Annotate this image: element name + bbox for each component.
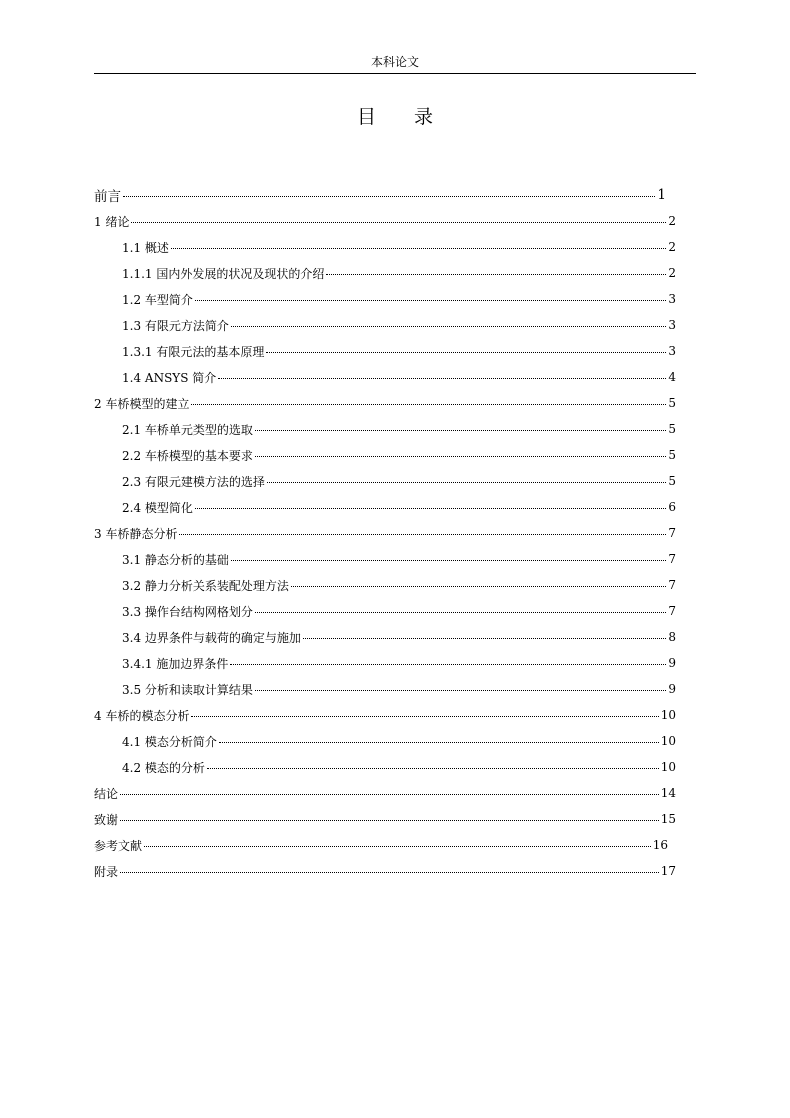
toc-entry-label: 参考文献 (94, 838, 143, 853)
toc-entry-4-1[interactable] (94, 728, 696, 754)
toc-entry-label: 结论 (94, 786, 119, 801)
toc-dot-leader (255, 430, 666, 431)
toc-entry-label: 2.4 模型简化 (122, 500, 193, 515)
toc-dot-leader (191, 404, 666, 405)
toc-entry-page: 7 (668, 526, 676, 540)
toc-entry-label: 1.4 ANSYS 简介 (122, 370, 217, 385)
toc-entry-page: 5 (668, 422, 676, 436)
toc-dot-leader (255, 690, 666, 691)
table-of-contents (94, 182, 696, 884)
toc-entry-3-4[interactable] (94, 624, 696, 650)
toc-entry-chapter-3[interactable] (94, 520, 696, 546)
toc-entry-appendix[interactable] (94, 858, 696, 884)
toc-entry-1-2[interactable] (94, 286, 696, 312)
toc-entry-page: 16 (652, 838, 668, 852)
toc-entry-label: 3 车桥静态分析 (94, 526, 178, 541)
toc-entry-1-1[interactable] (94, 234, 696, 260)
toc-entry-1-3-1[interactable] (94, 338, 696, 364)
toc-entry-label: 2.3 有限元建模方法的选择 (122, 474, 265, 489)
toc-dot-leader (131, 222, 666, 223)
toc-entry-2-2[interactable] (94, 442, 696, 468)
toc-entry-preface[interactable] (94, 182, 696, 208)
toc-entry-page: 9 (668, 656, 676, 670)
toc-entry-label: 4 车桥的模态分析 (94, 708, 190, 723)
toc-dot-leader (207, 768, 659, 769)
toc-entry-1-1-1[interactable] (94, 260, 696, 286)
toc-dot-leader (231, 560, 666, 561)
toc-entry-2-1[interactable] (94, 416, 696, 442)
toc-entry-page: 5 (668, 396, 676, 410)
toc-entry-label: 2.2 车桥模型的基本要求 (122, 448, 253, 463)
toc-entry-page: 3 (668, 318, 676, 332)
toc-entry-3-3[interactable] (94, 598, 696, 624)
toc-entry-page: 8 (668, 630, 676, 644)
toc-dot-leader (179, 534, 666, 535)
toc-entry-chapter-1[interactable] (94, 208, 696, 234)
toc-entry-label: 1.1.1 国内外发展的状况及现状的介绍 (122, 266, 325, 281)
toc-dot-leader (171, 248, 666, 249)
toc-entry-page: 3 (668, 344, 676, 358)
toc-dot-leader (231, 326, 666, 327)
toc-entry-3-1[interactable] (94, 546, 696, 572)
toc-entry-3-5[interactable] (94, 676, 696, 702)
toc-entry-1-4[interactable] (94, 364, 696, 390)
page-header: 本科论文 (370, 55, 419, 69)
toc-entry-label: 致谢 (94, 812, 119, 827)
toc-entry-label: 1.3 有限元方法简介 (122, 318, 229, 333)
toc-dot-leader (195, 300, 666, 301)
toc-entry-label: 3.5 分析和读取计算结果 (122, 682, 253, 697)
toc-dot-leader (123, 196, 655, 197)
toc-entry-page: 5 (668, 448, 676, 462)
toc-entry-acknowledgements[interactable] (94, 806, 696, 832)
toc-dot-leader (120, 820, 659, 821)
toc-entry-chapter-2[interactable] (94, 390, 696, 416)
toc-entry-page: 17 (660, 864, 676, 878)
header-rule (94, 73, 696, 74)
toc-dot-leader (230, 664, 666, 665)
toc-entry-page: 7 (668, 604, 676, 618)
toc-entry-page: 7 (668, 552, 676, 566)
toc-dot-leader (266, 352, 666, 353)
toc-entry-page: 7 (668, 578, 676, 592)
toc-entry-page: 4 (668, 370, 676, 384)
toc-entry-references[interactable] (94, 832, 696, 858)
toc-entry-label: 前言 (94, 189, 121, 205)
toc-entry-page: 10 (660, 734, 676, 748)
toc-dot-leader (291, 586, 666, 587)
toc-entry-label: 4.1 模态分析简介 (122, 734, 217, 749)
toc-dot-leader (144, 846, 651, 847)
toc-entry-page: 6 (668, 500, 676, 514)
toc-entry-label: 3.4.1 施加边界条件 (122, 656, 229, 671)
toc-entry-label: 3.4 边界条件与载荷的确定与施加 (122, 630, 301, 645)
toc-entry-page: 9 (668, 682, 676, 696)
toc-entry-page: 14 (660, 786, 676, 800)
toc-entry-3-4-1[interactable] (94, 650, 696, 676)
toc-entry-page: 1 (657, 187, 666, 203)
toc-entry-label: 2.1 车桥单元类型的选取 (122, 422, 253, 437)
toc-dot-leader (191, 716, 658, 717)
toc-entry-page: 10 (660, 760, 676, 774)
toc-entry-label: 3.2 静力分析关系装配处理方法 (122, 578, 289, 593)
toc-entry-label: 2 车桥模型的建立 (94, 396, 190, 411)
toc-entry-label: 4.2 模态的分析 (122, 760, 205, 775)
toc-entry-label: 3.1 静态分析的基础 (122, 552, 229, 567)
toc-entry-page: 2 (668, 240, 676, 254)
toc-entry-2-4[interactable] (94, 494, 696, 520)
toc-dot-leader (303, 638, 666, 639)
toc-dot-leader (120, 872, 659, 873)
toc-entry-label: 附录 (94, 864, 119, 879)
toc-dot-leader (219, 742, 659, 743)
toc-entry-page: 15 (660, 812, 676, 826)
toc-dot-leader (255, 456, 666, 457)
toc-dot-leader (255, 612, 666, 613)
toc-entry-4-2[interactable] (94, 754, 696, 780)
toc-entry-page: 10 (660, 708, 676, 722)
toc-entry-label: 1.1 概述 (122, 240, 169, 255)
toc-entry-label: 1.3.1 有限元法的基本原理 (122, 344, 265, 359)
toc-dot-leader (218, 378, 666, 379)
toc-entry-1-3[interactable] (94, 312, 696, 338)
page-title: 目 录 (356, 106, 450, 128)
toc-entry-2-3[interactable] (94, 468, 696, 494)
toc-entry-label: 3.3 操作台结构网格划分 (122, 604, 253, 619)
toc-dot-leader (195, 508, 666, 509)
toc-entry-chapter-4[interactable] (94, 702, 696, 728)
toc-entry-label: 1.2 车型简介 (122, 292, 193, 307)
toc-dot-leader (267, 482, 666, 483)
toc-dot-leader (326, 274, 666, 275)
toc-dot-leader (120, 794, 659, 795)
toc-entry-page: 5 (668, 474, 676, 488)
toc-entry-page: 2 (668, 214, 676, 228)
toc-entry-page: 3 (668, 292, 676, 306)
toc-entry-page: 2 (668, 266, 676, 280)
toc-entry-conclusion[interactable] (94, 780, 696, 806)
toc-entry-label: 1 绪论 (94, 214, 130, 229)
toc-entry-3-2[interactable] (94, 572, 696, 598)
